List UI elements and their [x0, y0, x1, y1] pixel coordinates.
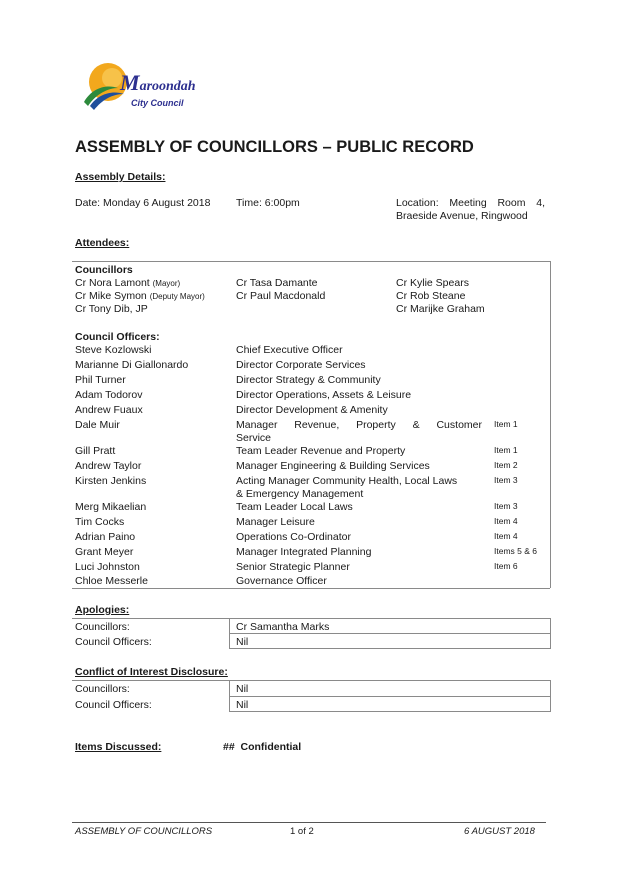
- attendees-box-top: [72, 261, 550, 262]
- maroondah-logo: [78, 58, 228, 118]
- councillor-item: Cr Rob Steane: [396, 290, 466, 302]
- officer-title: Senior Strategic Planner: [236, 561, 350, 573]
- assembly-details-heading: Assembly Details:: [75, 171, 166, 183]
- officer-title: Governance Officer: [236, 575, 327, 587]
- officer-name: Adrian Paino: [75, 531, 136, 543]
- officer-title-continued: & Emergency Management: [236, 488, 364, 500]
- officer-title: Chief Executive Officer: [236, 344, 343, 356]
- logo-subtitle: City Council: [131, 98, 184, 108]
- conflict-label: Councillors:: [75, 683, 130, 695]
- officer-name: Andrew Fuaux: [75, 404, 143, 416]
- officer-title: Director Strategy & Community: [236, 374, 381, 386]
- conflict-label: Council Officers:: [75, 699, 152, 711]
- officer-name: Grant Meyer: [75, 546, 134, 558]
- councillor-item: Cr Marijke Graham: [396, 303, 485, 315]
- officer-name: Steve Kozlowski: [75, 344, 152, 356]
- officer-title: Manager Integrated Planning: [236, 546, 372, 558]
- officer-name: Kirsten Jenkins: [75, 475, 147, 487]
- councillor-item: Cr Nora Lamont (Mayor): [75, 277, 181, 289]
- footer-page-number: 1 of 2: [290, 826, 314, 837]
- meeting-location-line1: Location: Meeting Room 4,: [396, 197, 545, 209]
- officer-title-continued: Service: [236, 432, 272, 444]
- council-officers-heading: Council Officers:: [75, 331, 160, 343]
- logo-wordmark: Maroondah: [120, 70, 196, 95]
- officer-title: Operations Co-Ordinator: [236, 531, 351, 543]
- councillor-item: Cr Tasa Damante: [236, 277, 318, 289]
- conflict-mid-line: [229, 696, 550, 697]
- officer-title: Director Operations, Assets & Leisure: [236, 389, 412, 401]
- officer-item-tag: Item 6: [494, 561, 518, 571]
- attendees-box-bottom: [72, 588, 550, 589]
- officer-item-tag: Items 5 & 6: [494, 546, 537, 556]
- officer-name: Merg Mikaelian: [75, 501, 147, 513]
- officer-title: Manager Leisure: [236, 516, 315, 528]
- officer-name: Andrew Taylor: [75, 460, 142, 472]
- councillor-item: Cr Paul Macdonald: [236, 290, 326, 302]
- officer-item-tag: Item 4: [494, 516, 518, 526]
- meeting-date: Date: Monday 6 August 2018: [75, 197, 211, 209]
- attendees-box-right: [550, 261, 551, 588]
- officer-name: Marianne Di Giallonardo: [75, 359, 189, 371]
- officer-item-tag: Item 1: [494, 445, 518, 455]
- councillors-heading: Councillors: [75, 264, 133, 276]
- officer-item-tag: Item 2: [494, 460, 518, 470]
- officer-name: Adam Todorov: [75, 389, 143, 401]
- officer-title: Team Leader Local Laws: [236, 501, 353, 513]
- officer-name: Luci Johnston: [75, 561, 140, 573]
- footer-right: 6 AUGUST 2018: [464, 826, 535, 837]
- officer-title: Director Development & Amenity: [236, 404, 388, 416]
- apologies-label: Councillors:: [75, 621, 130, 633]
- officer-title: Team Leader Revenue and Property: [236, 445, 406, 457]
- officer-title: Manager Engineering & Building Services: [236, 460, 430, 472]
- meeting-location-line2: Braeside Avenue, Ringwood: [396, 210, 528, 222]
- apologies-heading: Apologies:: [75, 604, 130, 616]
- councillor-item: Cr Tony Dib, JP: [75, 303, 148, 315]
- officer-name: Gill Pratt: [75, 445, 116, 457]
- conflict-value: Nil: [236, 699, 249, 711]
- apologies-value: Nil: [236, 636, 249, 648]
- officer-name: Dale Muir: [75, 419, 120, 431]
- attendees-heading: Attendees:: [75, 237, 130, 249]
- footer-left: ASSEMBLY OF COUNCILLORS: [75, 826, 213, 837]
- officer-title: Manager Revenue, Property & Customer: [236, 419, 482, 431]
- officer-item-tag: Item 3: [494, 475, 518, 485]
- apologies-label: Council Officers:: [75, 636, 152, 648]
- officer-item-tag: Item 4: [494, 531, 518, 541]
- conflict-value: Nil: [236, 683, 249, 695]
- officer-name: Tim Cocks: [75, 516, 125, 528]
- officer-title: Acting Manager Community Health, Local Laws: [236, 475, 458, 487]
- officer-item-tag: Item 1: [494, 419, 518, 429]
- items-discussed-value: ## Confidential: [223, 741, 302, 753]
- officer-name: Phil Turner: [75, 374, 126, 386]
- apologies-value: Cr Samantha Marks: [236, 621, 330, 633]
- conflict-heading: Conflict of Interest Disclosure:: [75, 666, 228, 678]
- officer-name: Chloe Messerle: [75, 575, 148, 587]
- officer-title: Director Corporate Services: [236, 359, 366, 371]
- meeting-time: Time: 6:00pm: [236, 197, 300, 209]
- councillor-item: Cr Mike Symon (Deputy Mayor): [75, 290, 205, 302]
- page-title: ASSEMBLY OF COUNCILLORS – PUBLIC RECORD: [75, 138, 474, 156]
- footer-rule: [72, 822, 546, 823]
- items-discussed-heading: Items Discussed:: [75, 741, 162, 753]
- councillor-item: Cr Kylie Spears: [396, 277, 469, 289]
- officer-item-tag: Item 3: [494, 501, 518, 511]
